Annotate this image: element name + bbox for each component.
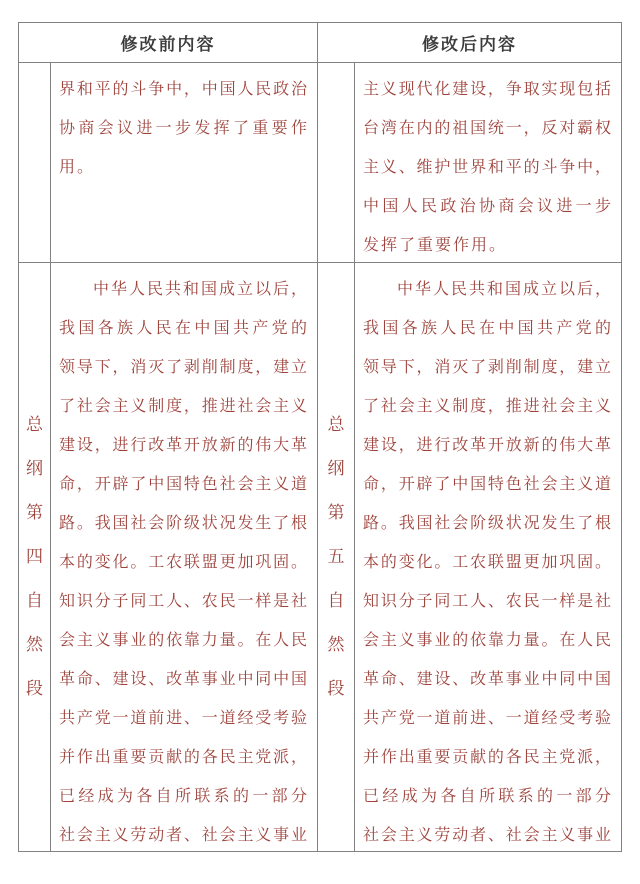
label-char: 然 (26, 635, 43, 654)
text-line: 中华人民共和国成立以后， (93, 281, 307, 298)
text-line: 我国各族人民在中国共产党的 (363, 320, 611, 337)
label-char: 自 (327, 591, 345, 610)
text-line: 已经成为各自所联系的一部分 (59, 788, 307, 805)
label-char: 然 (327, 635, 345, 654)
text-line: 已经成为各自所联系的一部分 (363, 788, 611, 805)
text-line: 中华人民共和国成立以后， (397, 281, 611, 298)
text-line: 社会主义劳动者、社会主义事业 (59, 827, 307, 844)
label-char: 四 (26, 547, 43, 566)
label-char: 总 (327, 415, 345, 434)
row2-before-label (19, 263, 51, 851)
text-line: 领导下，消灭了剥削制度，建立 (363, 359, 611, 376)
header-before-revision: 修改前内容 (19, 23, 318, 63)
label-char: 五 (327, 547, 345, 566)
row1-before-text (51, 63, 318, 263)
label-char: 第 (327, 503, 345, 522)
label-char: 第 (26, 503, 43, 522)
text-line: 建设，进行改革开放新的伟大革 (59, 437, 307, 454)
text-line: 了社会主义制度，推进社会主义 (59, 398, 307, 415)
text-line: 协商会议进一步发挥了重要作 (59, 120, 307, 137)
text-line: 命，开辟了中国特色社会主义道 (363, 476, 611, 493)
row1-before-label-cell-empty (19, 63, 51, 263)
row2-after-label (318, 263, 355, 851)
text-line: 共产党一道前进、一道经受考验 (59, 710, 307, 727)
text-line: 共产党一道前进、一道经受考验 (363, 710, 611, 727)
text-line: 中国人民政治协商会议进一步 (363, 198, 611, 215)
text-line: 知识分子同工人、农民一样是社 (363, 593, 611, 610)
label-char: 段 (327, 679, 345, 698)
revision-comparison-table (18, 22, 622, 852)
label-char: 总 (26, 415, 43, 434)
text-line: 领导下，消灭了剥削制度，建立 (59, 359, 307, 376)
label-char: 自 (26, 591, 43, 610)
text-line: 了社会主义制度，推进社会主义 (363, 398, 611, 415)
text-line: 主义现代化建设，争取实现包括 (363, 81, 611, 98)
text-line: 命，开辟了中国特色社会主义道 (59, 476, 307, 493)
text-line: 本的变化。工农联盟更加巩固。 (363, 554, 611, 571)
text-line: 路。我国社会阶级状况发生了根 (59, 515, 307, 532)
text-line: 社会主义劳动者、社会主义事业 (363, 827, 611, 844)
text-line: 本的变化。工农联盟更加巩固。 (59, 554, 307, 571)
row1-after-label-cell-empty (318, 63, 355, 263)
text-line: 革命、建设、改革事业中同中国 (363, 671, 611, 688)
label-char: 纲 (327, 459, 345, 478)
text-line: 会主义事业的依靠力量。在人民 (363, 632, 611, 649)
text-line: 并作出重要贡献的各民主党派， (363, 749, 611, 766)
row1-after-text (355, 63, 621, 263)
text-line: 建设，进行改革开放新的伟大革 (363, 437, 611, 454)
row2-before-text (51, 263, 318, 851)
text-line: 发挥了重要作用。 (363, 237, 508, 254)
label-char: 段 (26, 679, 43, 698)
text-line: 我国各族人民在中国共产党的 (59, 320, 307, 337)
header-after-revision: 修改后内容 (318, 23, 621, 63)
row2-after-text (355, 263, 621, 851)
text-line: 界和平的斗争中，中国人民政治 (59, 81, 307, 98)
text-line: 革命、建设、改革事业中同中国 (59, 671, 307, 688)
text-line: 台湾在内的祖国统一，反对霸权 (363, 120, 611, 137)
text-line: 用。 (59, 159, 96, 176)
label-char: 纲 (26, 459, 43, 478)
text-line: 路。我国社会阶级状况发生了根 (363, 515, 611, 532)
text-line: 会主义事业的依靠力量。在人民 (59, 632, 307, 649)
text-line: 主义、维护世界和平的斗争中， (363, 159, 611, 176)
text-line: 知识分子同工人、农民一样是社 (59, 593, 307, 610)
text-line: 并作出重要贡献的各民主党派， (59, 749, 307, 766)
